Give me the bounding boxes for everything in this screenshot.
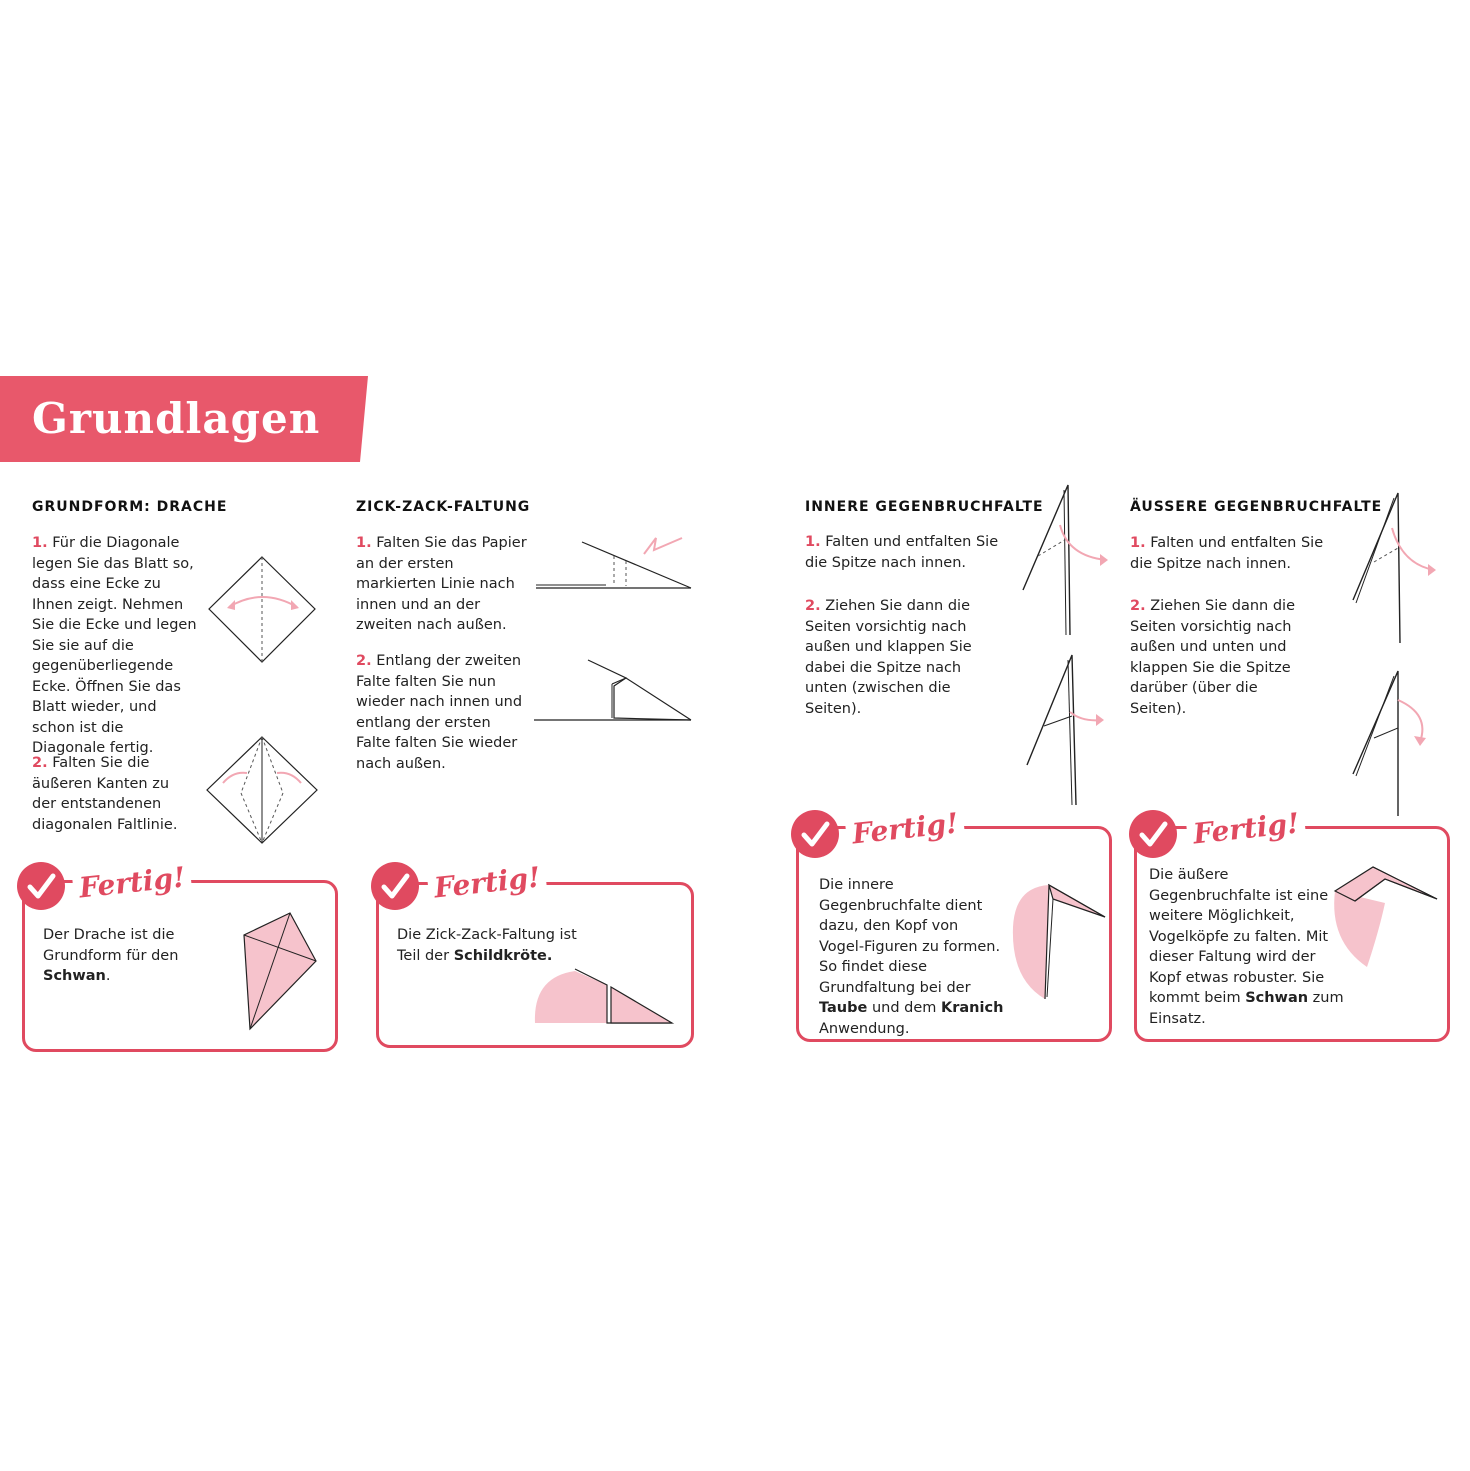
- check-icon: [791, 810, 839, 858]
- fertig-text-part: Anwendung.: [819, 1020, 910, 1037]
- section-title-drache: GRUNDFORM: DRACHE: [32, 499, 228, 515]
- fertig-label: Fertig!: [72, 860, 193, 905]
- step-text: Falten Sie das Papier an der ersten markierten Linie nach innen und an der zweiten nach außen.: [356, 535, 527, 633]
- fertig-text-bold: Schildkröte.: [453, 947, 553, 964]
- innere-step-2: [805, 596, 980, 719]
- fertig-box-drache: [22, 880, 338, 1052]
- step-text: Ziehen Sie dann die Seiten vorsichtig nach außen und klappen Sie dabei die Spitze nach unten (zwischen die Seiten).: [805, 598, 972, 717]
- innere-diagram-2: [1022, 650, 1112, 810]
- aeussere-result-illustration: [1327, 861, 1443, 971]
- fertig-text-bold: Taube: [819, 1000, 868, 1016]
- fertig-text: [397, 925, 582, 966]
- fertig-text: [819, 875, 1004, 1039]
- check-icon: [1129, 810, 1177, 858]
- step-number: 2.: [805, 598, 821, 614]
- step-number: 1.: [805, 534, 821, 550]
- header-banner: [0, 376, 368, 462]
- section-title-zickzack: ZICK-ZACK-FALTUNG: [356, 499, 531, 515]
- zickzack-diagram-1: [536, 532, 696, 594]
- zickzack-step-2: [356, 651, 528, 774]
- drache-diagram-1: [205, 552, 320, 667]
- innere-result-illustration: [1009, 879, 1109, 1004]
- fertig-text-bold: Kranich: [941, 1000, 1004, 1016]
- check-icon: [17, 862, 65, 910]
- zickzack-result-illustration: [527, 965, 677, 1029]
- innere-step-1: [805, 532, 1005, 573]
- step-text: Falten und entfalten Sie die Spitze nach innen.: [1130, 535, 1324, 572]
- step-text: Für die Diagonale legen Sie das Blatt so, dass eine Ecke zu Ihnen zeigt. Nehmen Sie die Ecke und legen Sie sie auf die gegenüberliegende Ecke. Öffnen Sie das Blatt wieder, und schon ist die Diagonale fertig.: [32, 535, 197, 756]
- section-title-aeussere: ÄUSSERE GEGENBRUCHFALTE: [1130, 499, 1383, 515]
- step-number: 2.: [32, 755, 48, 771]
- fertig-label: Fertig!: [845, 806, 966, 851]
- check-icon: [371, 862, 419, 910]
- step-text: Ziehen Sie dann die Seiten vorsichtig nach außen und unten und klappen Sie die Spitze darüber (über die Seiten).: [1130, 598, 1296, 717]
- fertig-label: Fertig!: [427, 860, 548, 905]
- fertig-text-bold: Schwan: [43, 968, 106, 984]
- drache-step-1: [32, 533, 197, 759]
- drache-result-illustration: [240, 909, 320, 1034]
- fertig-label: Fertig!: [1186, 806, 1307, 851]
- fertig-box-aeussere: [1134, 826, 1450, 1042]
- aeussere-diagram-1: [1348, 488, 1443, 648]
- fertig-text-part: und dem: [867, 1000, 942, 1016]
- zickzack-step-1: [356, 533, 528, 636]
- fertig-text-bold: Schwan: [1245, 990, 1309, 1006]
- fertig-text-part: .: [105, 968, 111, 984]
- step-text: Falten und entfalten Sie die Spitze nach innen.: [805, 534, 999, 571]
- step-number: 1.: [1130, 535, 1146, 551]
- fertig-box-zickzack: [376, 882, 694, 1048]
- fertig-text-part: Der Drache ist die Grundform für den: [43, 927, 179, 964]
- step-number: 2.: [356, 653, 372, 669]
- step-number: 1.: [356, 535, 372, 551]
- step-number: 2.: [1130, 598, 1146, 614]
- section-title-innere: INNERE GEGENBRUCHFALTE: [805, 499, 1044, 515]
- aeussere-step-2: [1130, 596, 1315, 719]
- aeussere-diagram-2: [1348, 666, 1438, 821]
- fertig-box-innere: [796, 826, 1112, 1042]
- fertig-text: [43, 925, 203, 987]
- fertig-text-part: Die äußere Gegenbruchfalte ist eine weitere Möglichkeit, Vogelköpfe zu falten. Mit dieser Faltung wird der Kopf etwas robuster. Sie kommt beim: [1149, 867, 1329, 1006]
- drache-step-2: [32, 753, 192, 835]
- step-text: Falten Sie die äußeren Kanten zu der entstandenen diagonalen Faltlinie.: [32, 755, 178, 833]
- fertig-text-part: Die Zick-Zack-Faltung ist Teil der: [397, 927, 577, 964]
- aeussere-step-1: [1130, 533, 1325, 574]
- fertig-text-part: Die innere Gegenbruchfalte dient dazu, den Kopf von Vogel-Figuren zu formen. So findet diese Grundfaltung bei der: [819, 877, 1001, 996]
- step-number: 1.: [32, 535, 48, 551]
- fertig-text-part: zum Einsatz.: [1149, 990, 1344, 1027]
- step-text: Entlang der zweiten Falte falten Sie nun wieder nach innen und entlang der ersten Falte falten Sie wieder nach außen.: [356, 653, 523, 772]
- zickzack-diagram-2: [534, 656, 696, 726]
- innere-diagram-1: [1018, 480, 1113, 640]
- drache-diagram-2: [203, 733, 321, 848]
- fertig-text: [1149, 865, 1349, 1029]
- page-title: Grundlagen: [32, 394, 321, 443]
